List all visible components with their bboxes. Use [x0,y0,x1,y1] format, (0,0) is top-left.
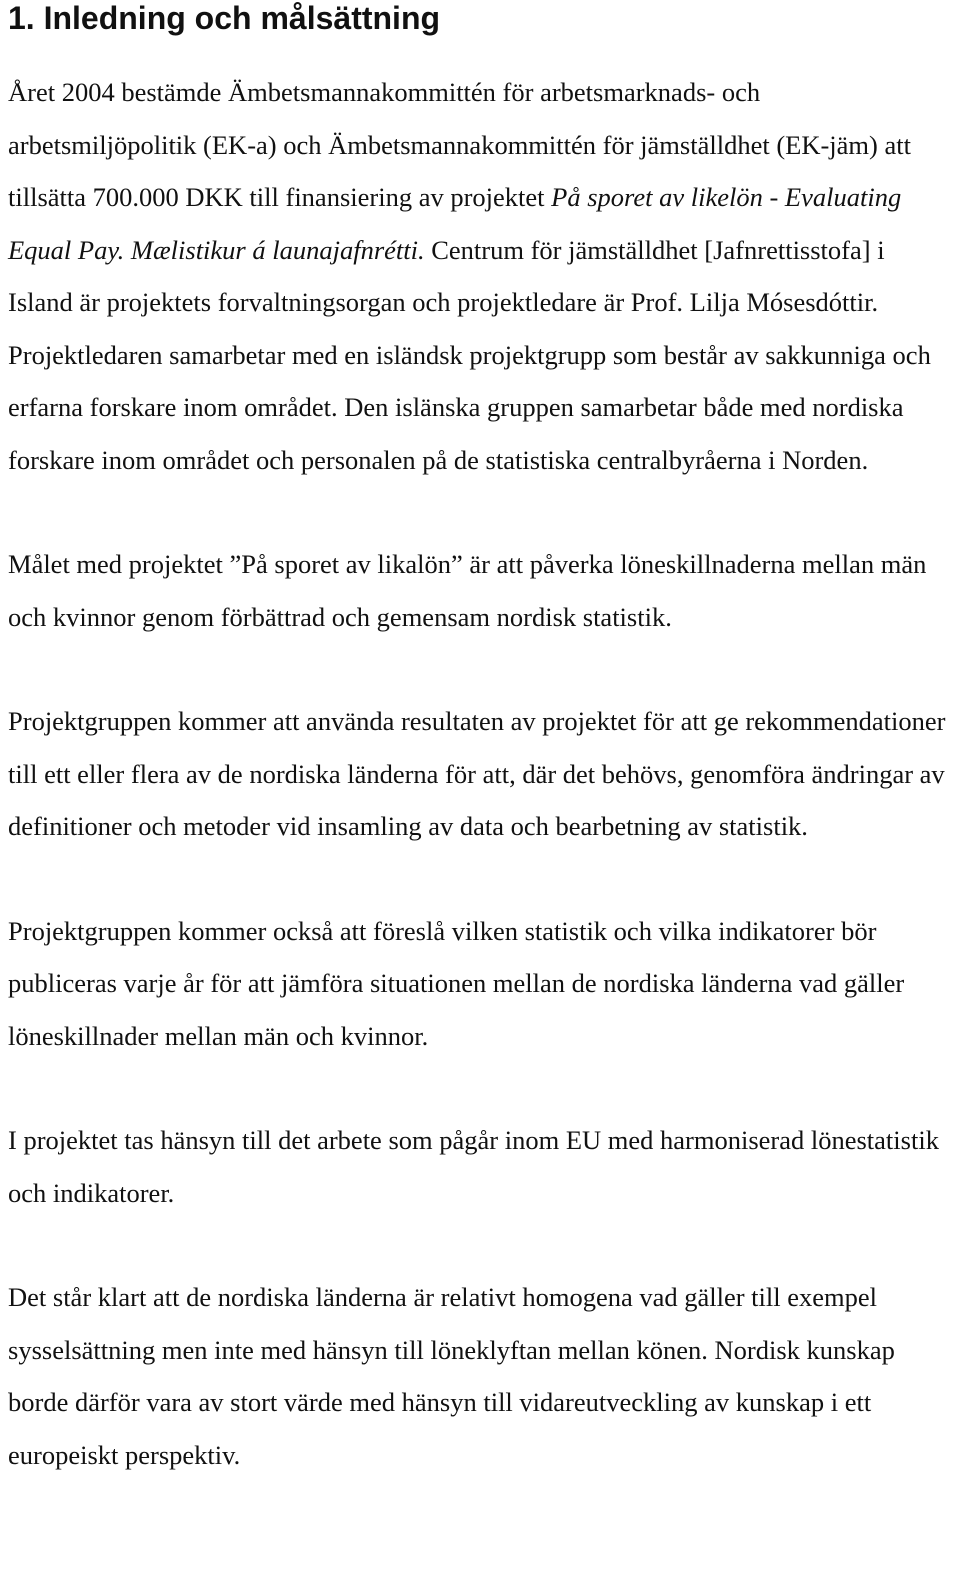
paragraph-intro [8,66,950,486]
paragraph-goal: Målet med projektet ”På sporet av likalön” är att påverka löneskillnaderna mellan män och kvinnor genom förbättrad och gemensam nordisk statistik. [8,549,927,632]
project-title-italic: På sporet av likelön - Evaluating Equal Pay. Mælistikur á launajafnrétti. [8,182,902,265]
paragraph-intro-text-2: Centrum för jämställdhet [Jafnrettisstofa] i Island är projektets forvaltningsorgan och projektledare är Prof. Lilja Mósesdóttir. Projektledaren samarbetar med en isländsk projektgrupp som består av sakkunniga och erfarna forskare inom området. Den islänska gruppen samarbetar både med nordiska forskare inom området och personalen på de statistiska centralbyråerna i Norden. [8,234,931,475]
paragraph-indicators: Projektgruppen kommer också att föreslå vilken statistik och vilka indikatorer bör publiceras varje år för att jämföra situationen mellan de nordiska länderna vad gäller löneskillnader mellan män och kvinnor. [8,915,905,1051]
paragraph-eu: I projektet tas hänsyn till det arbete som pågår inom EU med harmoniserad lönestatistik och indikatorer. [8,1125,939,1208]
section-heading: 1. Inledning och målsättning [8,0,441,36]
paragraph-recommendations: Projektgruppen kommer att använda resultaten av projektet för att ge rekommendationer till ett eller flera av de nordiska länderna för att, där det behövs, genomföra ändringar av definitioner och metoder vid insamling av data och bearbetning av statistik. [8,706,946,841]
paragraph-nordic: Det står klart att de nordiska länderna är relativt homogena vad gäller till exempel sysselsättning men inte med hänsyn till löneklyftan mellan könen. Nordisk kunskap borde därför vara av stort värde med hänsyn till vidareutveckling av kunskap i ett europeiskt perspektiv. [8,1282,895,1470]
paragraph-intro-text-1: Året 2004 bestämde Ämbetsmannakommittén för arbetsmarknads- och arbetsmiljöpolitik (EK-a) och Ämbetsmannakommittén för jämställdhet (EK-jäm) att tillsätta 700.000 DKK till finansiering av projektet [8,77,911,212]
